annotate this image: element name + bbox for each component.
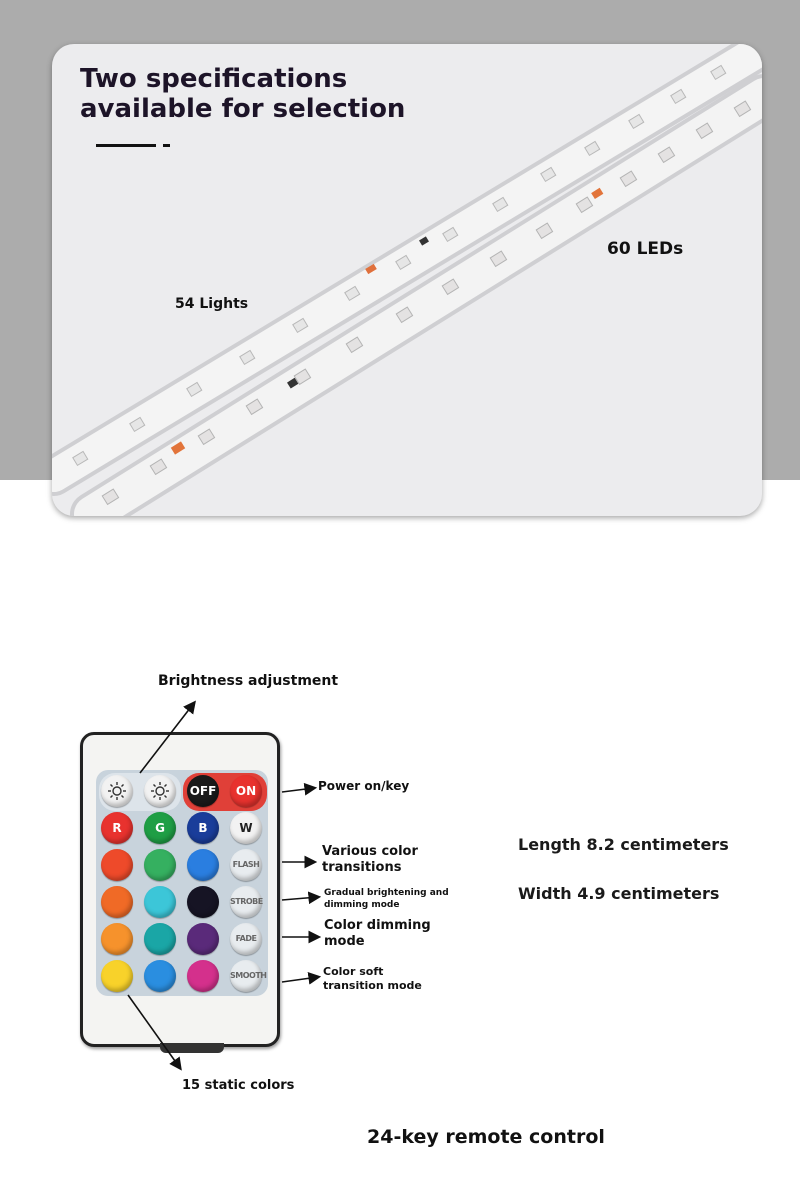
blue-key[interactable]: B xyxy=(187,812,219,844)
callout-static-colors: 15 static colors xyxy=(182,1078,295,1093)
callout-color-transitions: Various color transitions xyxy=(322,844,418,875)
white-key[interactable]: W xyxy=(230,812,262,844)
strip-label-60-leds: 60 LEDs xyxy=(607,239,684,259)
fade-key[interactable]: FADE xyxy=(230,923,262,955)
length-spec: Length 8.2 centimeters xyxy=(518,835,729,854)
smooth-key[interactable]: SMOOTH xyxy=(230,960,262,992)
callout-color-dimming: Color dimming mode xyxy=(324,918,431,949)
flash-key[interactable]: FLASH xyxy=(230,849,262,881)
remote-caption: 24-key remote control xyxy=(367,1126,605,1148)
strip-label-54-lights: 54 Lights xyxy=(175,296,249,312)
red-key[interactable]: R xyxy=(101,812,133,844)
green-key[interactable]: G xyxy=(144,812,176,844)
callout-power: Power on/key xyxy=(318,779,410,793)
off-key[interactable]: OFF xyxy=(187,775,219,807)
strobe-key[interactable]: STROBE xyxy=(230,886,262,918)
callout-soft-transition: Color soft transition mode xyxy=(323,965,422,992)
width-spec: Width 4.9 centimeters xyxy=(518,884,720,903)
callout-gradual: Gradual brightening and dimming mode xyxy=(324,888,449,910)
callout-brightness: Brightness adjustment xyxy=(158,673,339,689)
on-key[interactable]: ON xyxy=(230,775,262,807)
page-title: Two specifications available for selection xyxy=(80,64,406,124)
